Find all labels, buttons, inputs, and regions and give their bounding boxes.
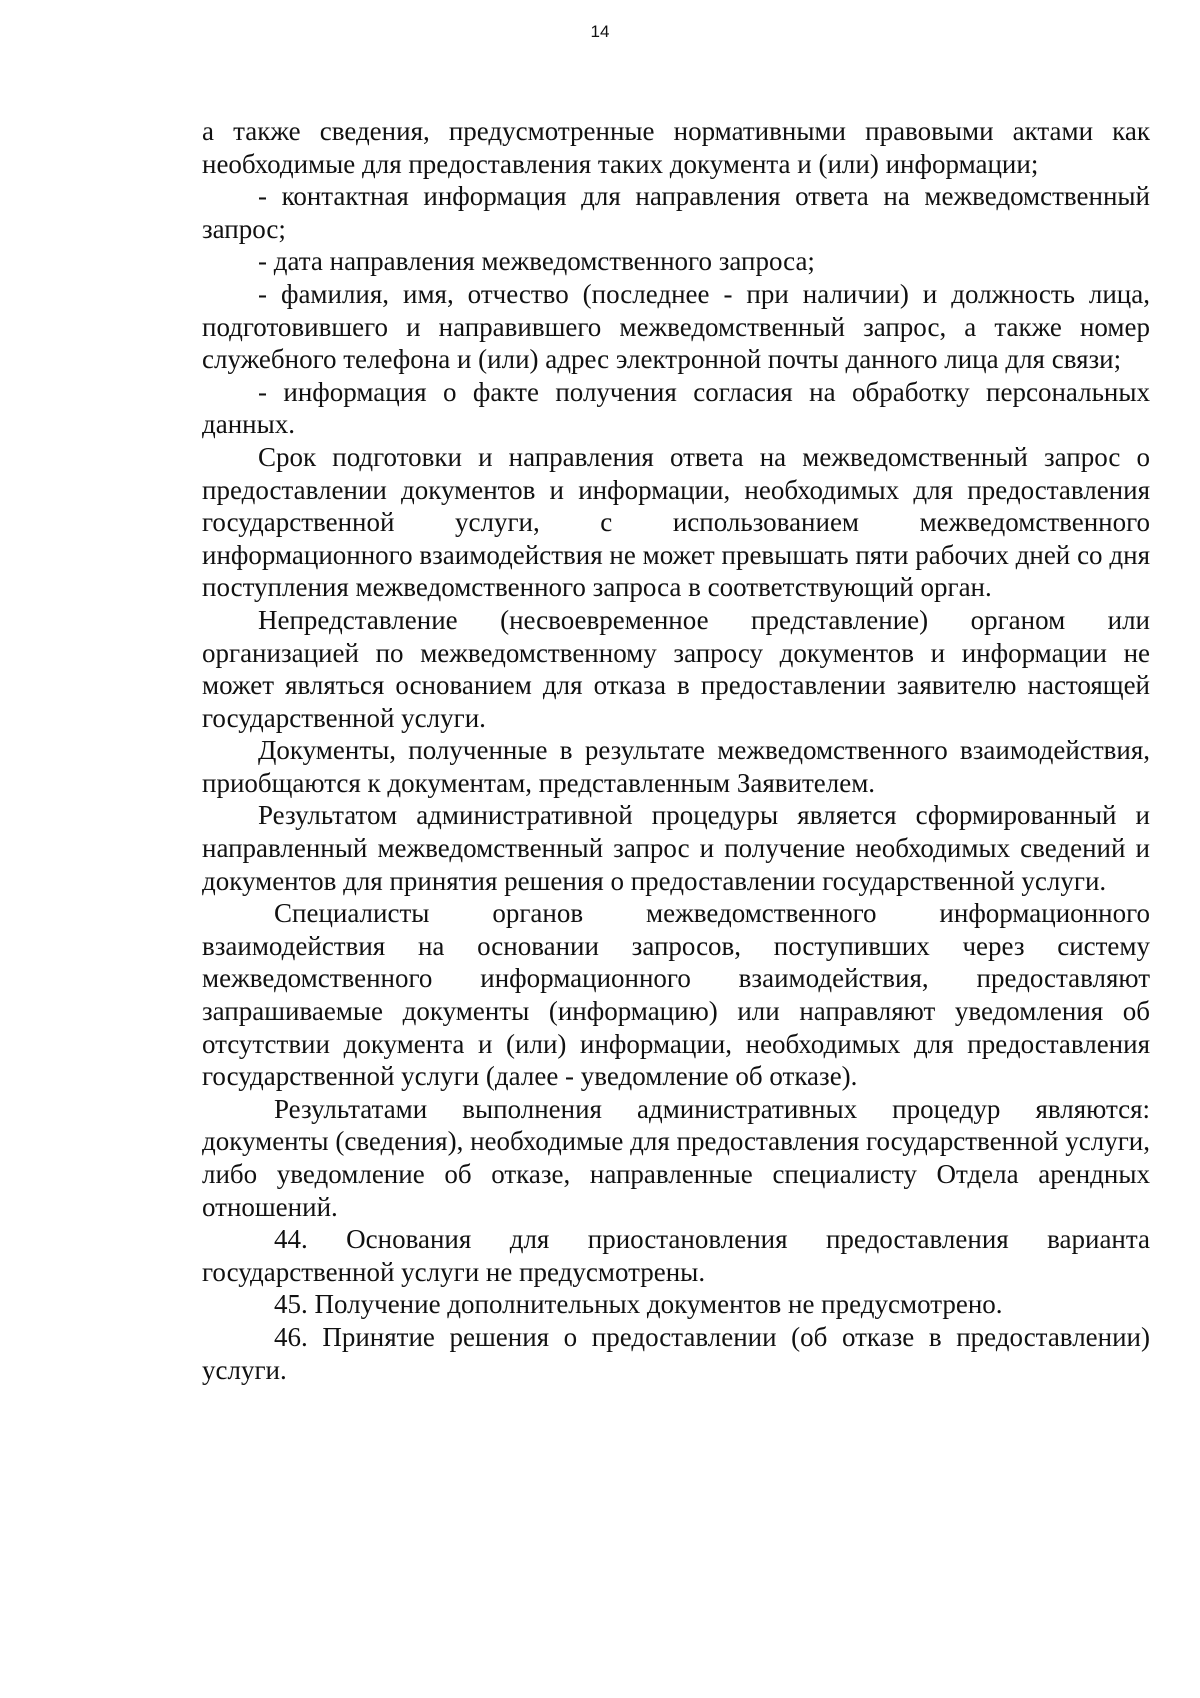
page-number: 14 bbox=[590, 22, 610, 41]
paragraph-item-46: 46. Принятие решения о предоставлении (об отказе в предоставлении) услуги. bbox=[202, 1321, 1150, 1385]
paragraph-responsible-person: - фамилия, имя, отчество (последнее - при наличии) и должность лица, подготовившего и направившего межведомственный запрос, а также номер служебного телефона и (или) адрес электронной почты данного лица для связи; bbox=[202, 278, 1150, 375]
paragraph-documents-received: Документы, полученные в результате межведомственного взаимодействия, приобщаются к документам, представленным Заявителем. bbox=[202, 735, 1150, 798]
document-body bbox=[202, 115, 1150, 1386]
paragraph-response-deadline: Срок подготовки и направления ответа на межведомственный запрос о предоставлении документов и информации, необходимых для предоставления государственной услуги, с использованием межведомственного информационного взаимодействия не может превышать пяти рабочих дней со дня поступления межведомственного запроса в соответствующий орган. bbox=[202, 441, 1150, 603]
paragraph-item-44: 44. Основания для приостановления предоставления варианта государственной услуги не предусмотрены. bbox=[202, 1224, 1150, 1287]
paragraph-procedure-result: Результатом административной процедуры является сформированный и направленный межведомственный запрос и получение необходимых сведений и документов для принятия решения о предоставлении государственной услуги. bbox=[202, 800, 1150, 896]
paragraph-contact-info: - контактная информация для направления ответа на межведомственный запрос; bbox=[202, 181, 1150, 244]
paragraph-non-submission: Непредставление (несвоевременное представление) органом или организацией по межведомственному запросу документов и информации не может являться основанием для отказа в предоставлении заявителю настоящей государственной услуги. bbox=[202, 604, 1150, 733]
paragraph-specialists: Специалисты органов межведомственного информационного взаимодействия на основании запросов, поступивших через систему межведомственного информационного взаимодействия, предоставляют запрашиваемые документы (информацию) или направляют уведомления об отсутствии документа и (или) информации, необходимых для предоставления государственной услуги (далее - уведомление об отказе). bbox=[202, 898, 1150, 1092]
paragraph-request-date: - дата направления межведомственного запроса; bbox=[258, 246, 815, 277]
paragraph-results: Результатами выполнения административных процедур являются: документы (сведения), необходимые для предоставления государственной услуги, либо уведомление об отказе, направленные специалисту Отдела арендных отношений. bbox=[202, 1093, 1150, 1222]
paragraph-item-45: 45. Получение дополнительных документов не предусмотрено. bbox=[274, 1289, 1003, 1320]
paragraph-consent-info: - информация о факте получения согласия на обработку персональных данных. bbox=[202, 376, 1150, 440]
paragraph-continuation: а также сведения, предусмотренные нормативными правовыми актами как необходимые для предоставления таких документа и (или) информации; bbox=[202, 116, 1150, 179]
